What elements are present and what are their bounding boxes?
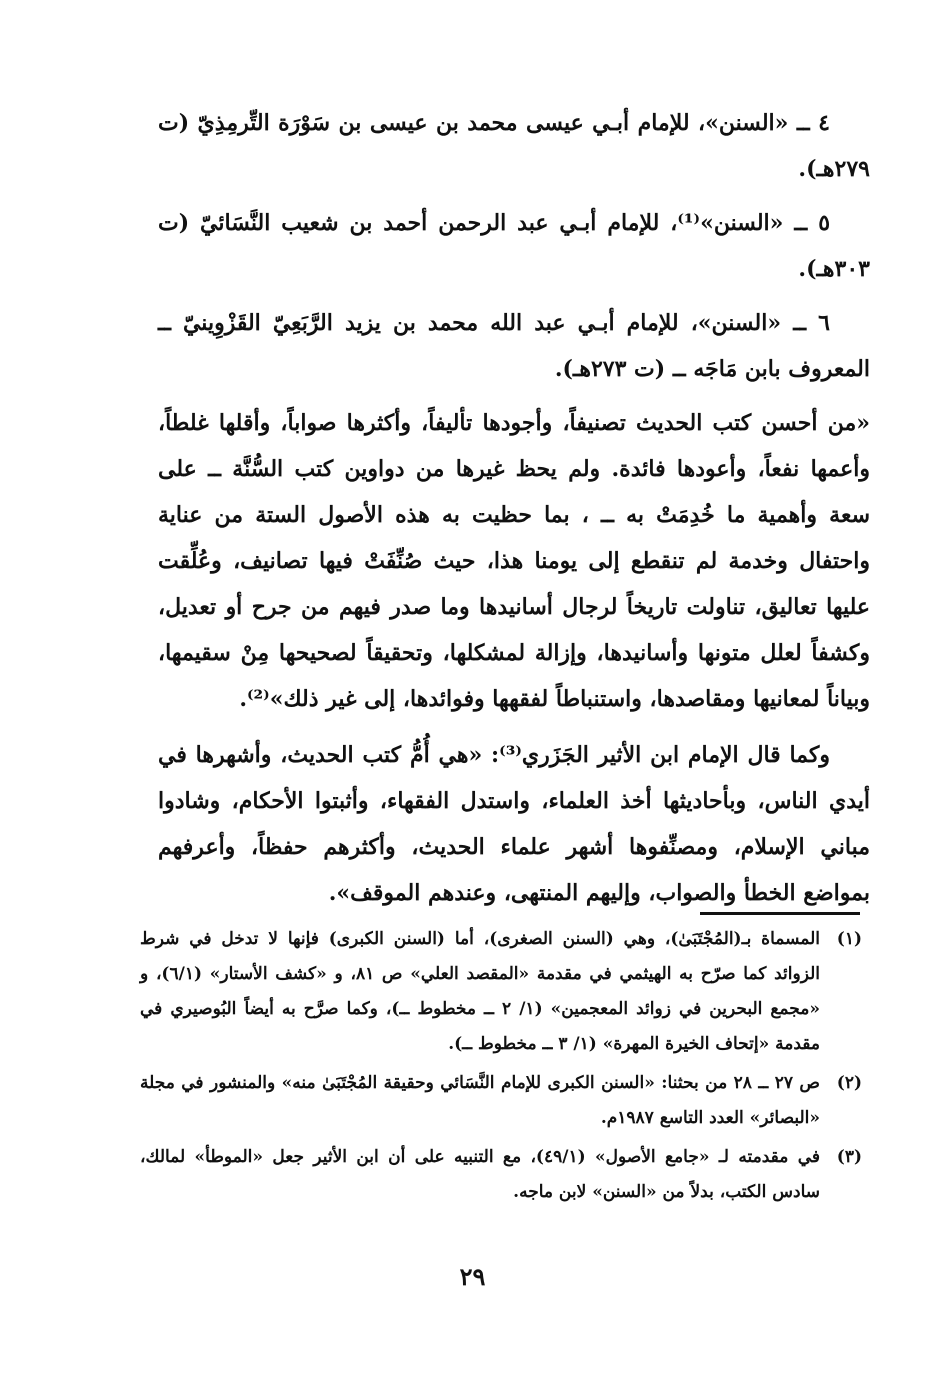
footnote-3 — [140, 1140, 862, 1210]
footnotes — [140, 922, 862, 1214]
footnote-text: المسماة بـ(المُجْتَبَىٰ)، وهي (السنن الصغرى)، أما (السنن الكبرى) فإنها لا تدخل في شرط الزوائد كما صرّح به الهيثمي في مقدمة «المقصد العلي» ص ٨١، و «كشف الأستار» (٦/١)، و «مجمع البحرين في زوائد المعجمين» (١/ ٢ ــ مخطوط ــ)، وكما صرَّح به أيضاً البُوصيري في مقدمة «إتحاف الخيرة المهرة» (١/ ٣ ــ مخطوط ــ). — [140, 929, 820, 1054]
list-entry-6: ٦ ــ «السنن»، للإمام أبـي عبد الله محمد بن يزيد الرَّبَعِيّ القَزْوِينيّ ــ المعروف بابن مَاجَه ــ (ت ٢٧٣هـ). — [158, 310, 870, 382]
footnote-separator — [700, 912, 860, 915]
footnote-number: (٢) — [836, 1073, 862, 1093]
footnote-2 — [140, 1066, 862, 1136]
main-text — [158, 100, 870, 924]
footnote-1 — [140, 922, 862, 1062]
footnote-number: (٣) — [836, 1147, 862, 1167]
footnote-text: ص ٢٧ ــ ٢٨ من بحثنا: «السنن الكبرى للإمام النَّسَائي وحقيقة المُجْتَبَىٰ منه» والمنشور في مجلة «البصائر» العدد التاسع ١٩٨٧م. — [140, 1073, 820, 1128]
quote-paragraph: «من أحسن كتب الحديث تصنيفاً، وأجودها تأليفاً، وأكثرها صواباً، وأقلها غلطاً، وأعمها نفعاً، وأعودها فائدة. ولم يحظ غيرها من دواوين كتب السُّنَّة ــ على سعة وأهمية ما خُدِمَتْ به ــ ، بما حظيت به هذه الأصول الستة من عناية واحتفال وخدمة لم تنقطع إلى يومنا هذا، حيث صُنِّفَتْ فيها تصانيف، وعُلِّقت عليها تعاليق، تناولت تاريخاً لرجال أسانيدها وما صدر فيهم من جرح أو تعديل، وكشفاً لعلل متونها وأسانيدها، وإزالة لمشكلها، وتحقيقاً لصحيحها مِنْ سقيمها، وبياناً لمعانيها ومقاصدها، واستنباطاً لفقهها وفوائدها، إلى غير ذلك»⁽²⁾. — [158, 410, 870, 712]
list-entry-4: ٤ ــ «السنن»، للإمام أبـي عيسى محمد بن عيسى بن سَوْرَة التِّرمِذِيّ (ت ٢٧٩هـ). — [158, 110, 870, 182]
list-entry-5: ٥ ــ «السنن»⁽¹⁾، للإمام أبـي عبد الرحمن أحمد بن شعيب النَّسَائيّ (ت ٣٠٣هـ). — [158, 210, 870, 282]
ibn-al-athir-paragraph: وكما قال الإمام ابن الأثير الجَزَري⁽³⁾: «هي أُمُّ كتب الحديث، وأشهرها في أيدي الناس، وبأحاديثها أخذ العلماء، واستدل الفقهاء، وأثبتوا الأحكام، وشادوا مباني الإسلام، ومصنِّفوها أشهر علماء الحديث، وأكثرهم حفظاً، وأعرفهم بمواضع الخطأ والصواب، وإليهم المنتهى، وعندهم الموقف». — [158, 742, 870, 906]
footnote-text: في مقدمته لـ «جامع الأصول» (٤٩/١)، مع التنبيه على أن ابن الأثير جعل «الموطأ» لمالك، سادس الكتب، بدلاً من «السنن» لابن ماجه. — [140, 1147, 820, 1202]
footnote-number: (١) — [836, 929, 862, 949]
page-number: ٢٩ — [459, 1262, 486, 1291]
